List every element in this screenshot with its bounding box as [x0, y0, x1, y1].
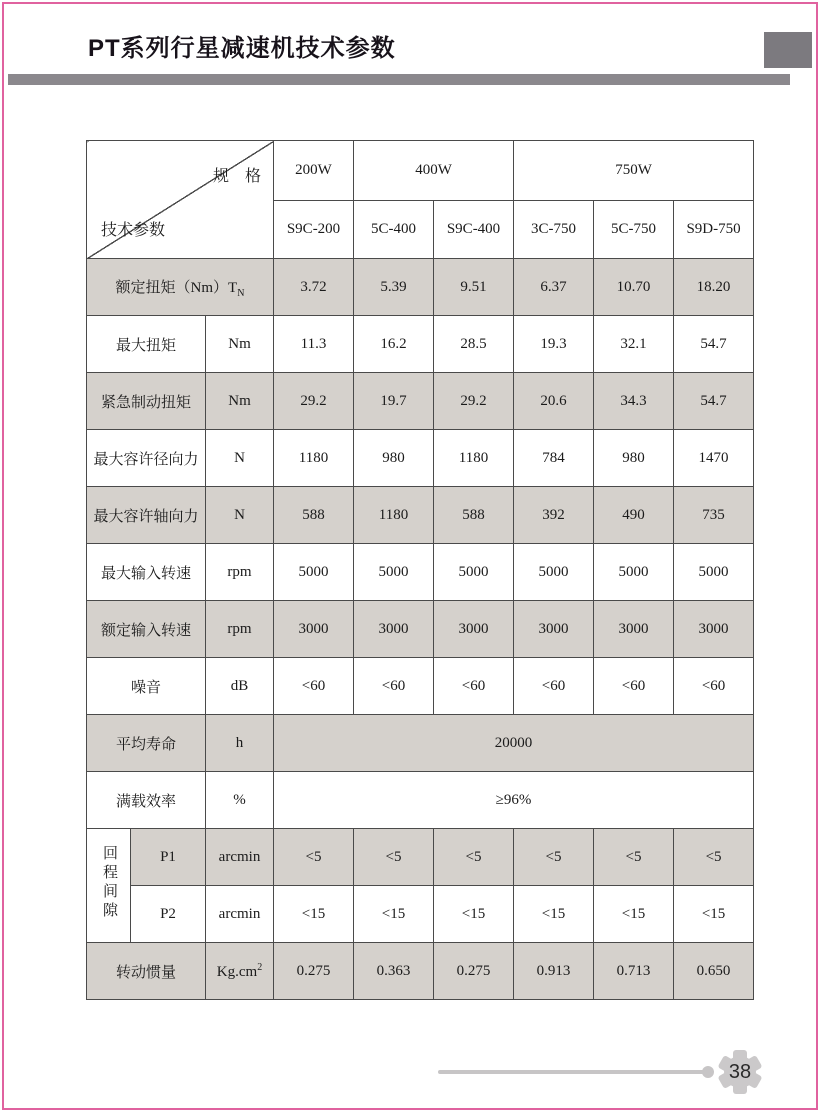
value-cell: 0.713	[594, 943, 674, 1000]
table-row-max-input-speed	[87, 544, 754, 601]
value-cell: 5000	[354, 544, 434, 601]
unit-cell: %	[206, 772, 274, 829]
merged-value-cell: ≥96%	[274, 772, 754, 829]
table-row-max-axial-force	[87, 487, 754, 544]
power-header-750w: 750W	[514, 141, 754, 201]
table-row-backlash-p1	[87, 829, 754, 886]
value-cell: 18.20	[674, 259, 754, 316]
value-cell: <60	[434, 658, 514, 715]
row-label: 最大输入转速	[87, 544, 206, 601]
value-cell: <15	[434, 886, 514, 943]
value-cell: 6.37	[514, 259, 594, 316]
row-label: 额定扭矩$(Nm)T_N$	[87, 259, 274, 316]
table-row-rated-torque	[87, 259, 754, 316]
footer-line	[438, 1070, 706, 1074]
value-cell: 490	[594, 487, 674, 544]
row-label: 噪音	[87, 658, 206, 715]
table-row-emergency-brake-torque	[87, 373, 754, 430]
value-cell: <60	[514, 658, 594, 715]
unit-cell: N	[206, 487, 274, 544]
value-cell: <60	[594, 658, 674, 715]
backlash-group-label: 回程间隙	[87, 829, 131, 943]
model-header: S9C-200	[274, 201, 354, 259]
model-header: 5C-400	[354, 201, 434, 259]
value-cell: 32.1	[594, 316, 674, 373]
value-cell: 19.7	[354, 373, 434, 430]
unit-cell: Nm	[206, 373, 274, 430]
spec-table	[86, 140, 754, 1000]
value-cell: 3000	[514, 601, 594, 658]
value-cell: <60	[274, 658, 354, 715]
value-cell: 54.7	[674, 316, 754, 373]
value-cell: <5	[434, 829, 514, 886]
row-label: 最大容许径向力	[87, 430, 206, 487]
table-row-max-torque	[87, 316, 754, 373]
value-cell: 980	[354, 430, 434, 487]
page-number-badge	[715, 1047, 765, 1097]
value-cell: <15	[514, 886, 594, 943]
row-label: 额定输入转速	[87, 601, 206, 658]
value-cell: 0.913	[514, 943, 594, 1000]
value-cell: 0.275	[434, 943, 514, 1000]
value-cell: <15	[354, 886, 434, 943]
value-cell: 3000	[274, 601, 354, 658]
value-cell: 5000	[514, 544, 594, 601]
value-cell: 19.3	[514, 316, 594, 373]
corner-param-label: 技术参数	[101, 222, 166, 239]
title-underline-bar	[8, 74, 790, 85]
value-cell: 0.275	[274, 943, 354, 1000]
value-cell: 10.70	[594, 259, 674, 316]
value-cell: <5	[594, 829, 674, 886]
table-row-rotational-inertia	[87, 943, 754, 1000]
value-cell: 34.3	[594, 373, 674, 430]
value-cell: 1180	[274, 430, 354, 487]
table-row-backlash-p2	[87, 886, 754, 943]
row-label: P2	[131, 886, 206, 943]
row-label: 转动惯量	[87, 943, 206, 1000]
value-cell: 16.2	[354, 316, 434, 373]
page-number: 38	[728, 1060, 752, 1083]
unit-cell: Nm	[206, 316, 274, 373]
table-row-noise	[87, 658, 754, 715]
model-header: 5C-750	[594, 201, 674, 259]
value-cell: 0.363	[354, 943, 434, 1000]
value-cell: <15	[274, 886, 354, 943]
value-cell: 588	[274, 487, 354, 544]
value-cell: 5000	[674, 544, 754, 601]
unit-cell: rpm	[206, 544, 274, 601]
value-cell: <5	[514, 829, 594, 886]
value-cell: 784	[514, 430, 594, 487]
table-row-rated-input-speed	[87, 601, 754, 658]
value-cell: 1180	[354, 487, 434, 544]
table-row-full-load-efficiency	[87, 772, 754, 829]
row-label: 紧急制动扭矩	[87, 373, 206, 430]
value-cell: 29.2	[434, 373, 514, 430]
value-cell: <15	[674, 886, 754, 943]
value-cell: <5	[354, 829, 434, 886]
page-title: PT系列行星减速机技术参数	[88, 35, 396, 62]
value-cell: 9.51	[434, 259, 514, 316]
unit-cell: rpm	[206, 601, 274, 658]
row-label: 平均寿命	[87, 715, 206, 772]
title-accent-square	[764, 32, 812, 68]
power-header-row	[87, 141, 754, 201]
value-cell: 3000	[434, 601, 514, 658]
value-cell: 980	[594, 430, 674, 487]
value-cell: 1180	[434, 430, 514, 487]
row-label: 最大容许轴向力	[87, 487, 206, 544]
unit-cell: h	[206, 715, 274, 772]
value-cell: 3.72	[274, 259, 354, 316]
power-header-200w: 200W	[274, 141, 354, 201]
value-cell: 3000	[594, 601, 674, 658]
value-cell: 5000	[434, 544, 514, 601]
power-header-400w: 400W	[354, 141, 514, 201]
value-cell: 5000	[594, 544, 674, 601]
corner-cell	[87, 141, 274, 259]
value-cell: 54.7	[674, 373, 754, 430]
value-cell: 0.650	[674, 943, 754, 1000]
model-header: S9C-400	[434, 201, 514, 259]
unit-cell: $Kg.cm^2$	[206, 943, 274, 1000]
value-cell: 1470	[674, 430, 754, 487]
value-cell: <5	[274, 829, 354, 886]
row-label: 满载效率	[87, 772, 206, 829]
value-cell: <60	[354, 658, 434, 715]
value-cell: <60	[674, 658, 754, 715]
value-cell: 588	[434, 487, 514, 544]
table-row-average-life	[87, 715, 754, 772]
value-cell: 392	[514, 487, 594, 544]
unit-cell: N	[206, 430, 274, 487]
table-row-max-radial-force	[87, 430, 754, 487]
model-header: 3C-750	[514, 201, 594, 259]
value-cell: <5	[674, 829, 754, 886]
value-cell: 5000	[274, 544, 354, 601]
value-cell: 5.39	[354, 259, 434, 316]
model-header: S9D-750	[674, 201, 754, 259]
value-cell: 3000	[354, 601, 434, 658]
unit-cell: dB	[206, 658, 274, 715]
value-cell: 20.6	[514, 373, 594, 430]
footer-dot	[702, 1066, 714, 1078]
row-label: P1	[131, 829, 206, 886]
merged-value-cell: 20000	[274, 715, 754, 772]
corner-spec-label: 规 格	[213, 168, 262, 185]
row-label: 最大扭矩	[87, 316, 206, 373]
unit-cell: arcmin	[206, 886, 274, 943]
value-cell: <15	[594, 886, 674, 943]
value-cell: 3000	[674, 601, 754, 658]
value-cell: 735	[674, 487, 754, 544]
value-cell: 28.5	[434, 316, 514, 373]
value-cell: 29.2	[274, 373, 354, 430]
unit-cell: arcmin	[206, 829, 274, 886]
value-cell: 11.3	[274, 316, 354, 373]
